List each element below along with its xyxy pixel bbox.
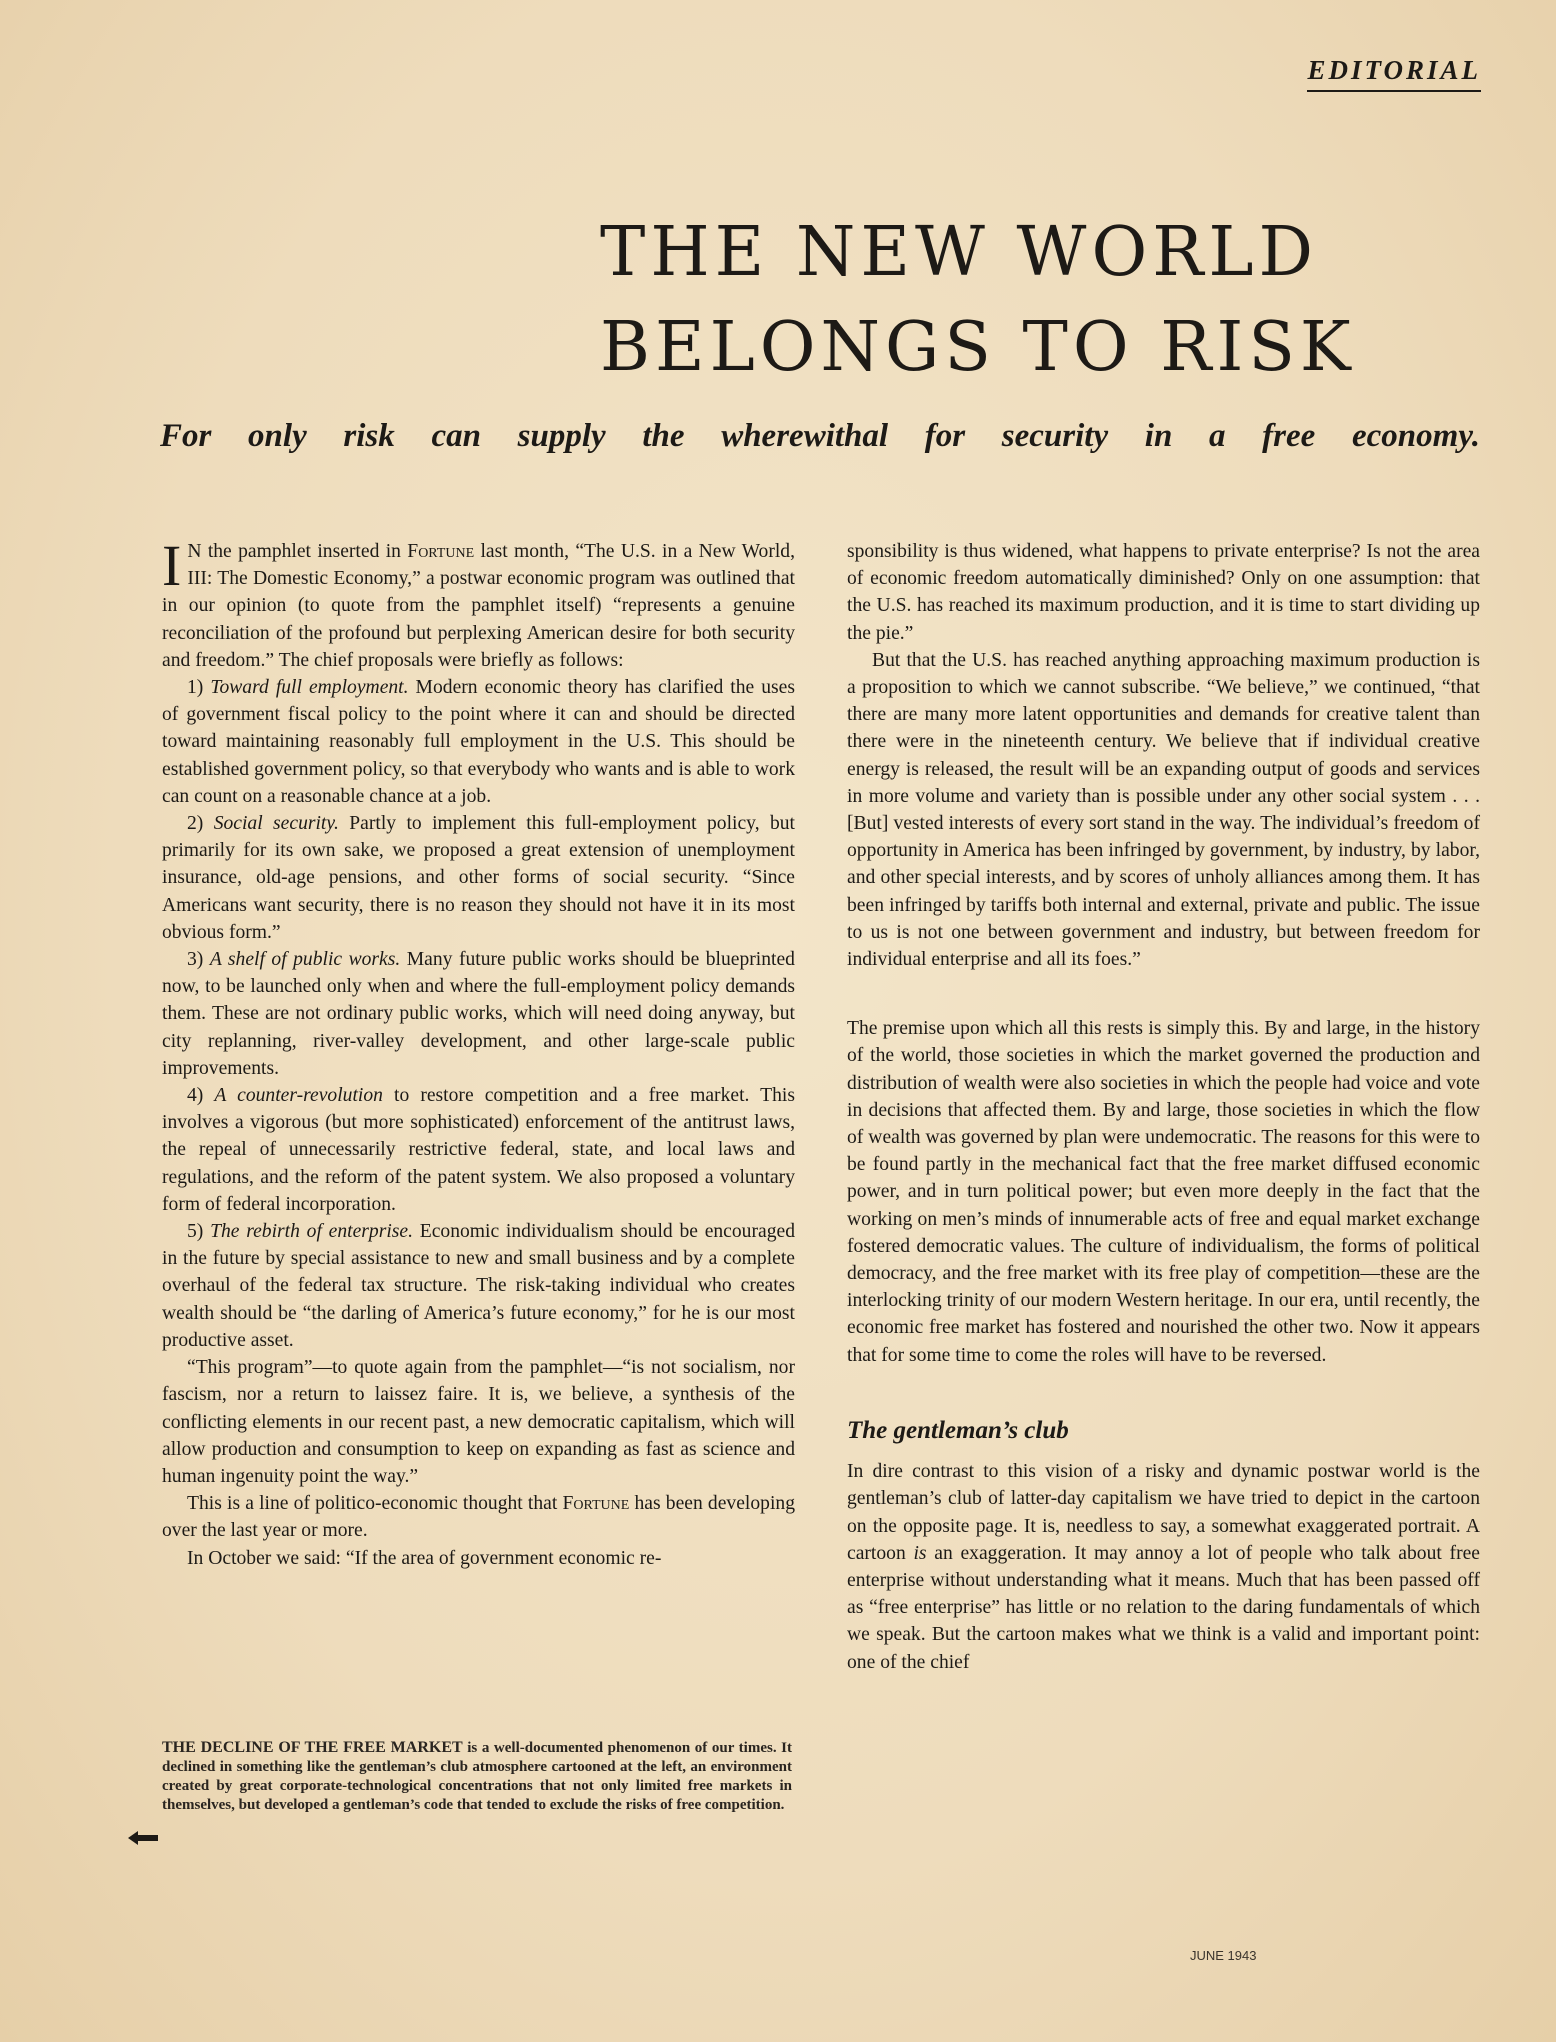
paragraph-premise: The premise upon which all this rests is simply this. By and large, in the history of the world, those societies in which the market governed the production and distribution of wealth were also societies in which the people had voice and vote in decisions that affected them. By and large, those societies in which the flow of wealth was governed by plan were undemocratic. The reasons for this were to be found partly in the mechanical fact that the free market diffused economic power, and in turn political power; but even more deeply in the fact that the working on men’s minds of innumerable acts of free and equal market exchange fostered democratic values. The culture of individualism, the forms of political democracy, and the free market with its free play of competition—these are the interlocking trinity of our modern Western heritage. In our era, until recently, the economic free market has fostered and nourished the other two. Now it appears that for some time to come the roles will have to be reversed.	[847, 1018, 1480, 1366]
section-label: EDITORIAL	[1307, 55, 1481, 92]
paragraph-gap	[847, 973, 1480, 1015]
left-column	[162, 533, 795, 1572]
proposal-2: 2) Social security. Partly to implement this full-employment policy, but primarily for its own sake, we proposed a great extension of unemployment insurance, old-age pensions, and other forms of social security. “Since Americans want security, there is no reason they should not have it in its most obvious form.”	[162, 813, 795, 943]
paragraph-but: But that the U.S. has reached anything approaching maximum production is a proposition to which we cannot subscribe. “We believe,” we continued, “that there are many more latent opportunities and demands for creative talent than there were in the nineteenth century. We believe that if individual creative energy is released, the result will be an expanding output of goods and services in more volume and variety than is possible under any other social system . . . [But] vested interests of every sort stand in the way. The individual’s freedom of opportunity in America has been infringed by government, by industry, by labor, and other special interests, and by scores of unholy alliances among them. It has been infringed by tariffs both internal and external, private and public. The issue to us is not one between government and industry, but between freedom for individual enterprise and all its foes.”	[847, 649, 1480, 971]
subsection-title: The gentleman’s club	[847, 1416, 1069, 1444]
paragraph-line: This is a line of politico-economic thought that Fortune has been developing over the last year or more.	[162, 1493, 795, 1542]
proposal-title: Social security.	[213, 813, 339, 835]
proposal-4: 4) A counter-revolution to restore competition and a free market. This involves a vigorous (but more sophisticated) enforcement of the antitrust laws, the repeal of unnecessarily restrictive federal, state, and local laws and regulations, and the reform of the patent system. We also proposed a voluntary form of federal incorporation.	[162, 1085, 795, 1215]
subhead: For only risk can supply the wherewithal for security in a free economy.	[160, 418, 1480, 454]
cartoon-caption	[162, 1738, 792, 1815]
proposal-title: Toward full employment.	[210, 677, 409, 699]
drop-cap: I	[162, 533, 182, 598]
proposal-3: 3) A shelf of public works. Many future public works should be blueprinted now, to be launched only when and where the full-employment policy demands them. These are not ordinary public works, which will need doing anyway, but city replanning, river-valley development, and other large-scale public improvements.	[162, 949, 795, 1079]
magazine-name: Fortune	[407, 541, 475, 562]
caption-lead: THE DECLINE OF THE FREE MARKET	[162, 1739, 463, 1756]
paragraph-program: “This program”—to quote again from the pamphlet—“is not socialism, nor fascism, nor a return to laissez faire. It is, we believe, a synthesis of the conflicting elements in our recent past, a new democratic capitalism, which will allow production and consumption to keep on expanding as fast as science and human ingenuity point the way.”	[162, 1357, 795, 1487]
headline-line-2: BELONGS TO RISK	[600, 308, 1356, 387]
right-column	[847, 538, 1480, 1676]
paragraph-intro: I N the pamphlet inserted in Fortune last month, “The U.S. in a New World, III: The Domestic Economy,” a postwar economic program was outlined that in our opinion (to quote from the pamphlet itself) “represents a genuine reconciliation of the profound but perplexing American desire for both security and freedom.” The chief proposals were briefly as follows:	[162, 533, 795, 671]
paragraph-dire-contrast: In dire contrast to this vision of a risky and dynamic postwar world is the gentleman’s club of latter-day capitalism we have tried to depict in the cartoon on the opposite page. It is, needless to say, a somewhat exaggerated portrait. A cartoon is an exaggeration. It may annoy a lot of people who talk about free enterprise without understanding what it means. Much that has been passed off as “free enterprise” has little or no relation to the daring fundamentals of which we speak. But the cartoon makes what we think is a valid and important point: one of the chief	[847, 1461, 1480, 1673]
proposal-5: 5) The rebirth of enterprise. Economic individualism should be encouraged in the future by special assistance to new and small business and by a complete overhaul of the federal tax structure. The risk-taking individual who creates wealth should be “the darling of America’s future economy,” for he is our most productive asset.	[162, 1221, 795, 1351]
headline	[600, 205, 1400, 395]
proposal-title: A shelf of public works.	[209, 949, 401, 971]
proposal-1: 1) Toward full employment. Modern economic theory has clarified the uses of government fiscal policy to the point where it can and should be directed toward maintaining reasonably full employment in the U.S. This should be established government policy, so that everybody who wants and is able to work can count on a reasonable chance at a job.	[162, 677, 795, 807]
paragraph-october: In October we said: “If the area of government economic re-	[187, 1547, 662, 1569]
headline-line-1: THE NEW WORLD	[600, 213, 1319, 292]
paragraph-continued: sponsibility is thus widened, what happens to private enterprise? Is not the area of economic freedom automatically diminished? Only on one assumption: that the U.S. has reached its maximum production, and it is time to start dividing up the pie.”	[847, 541, 1480, 644]
issue-date: JUNE 1943	[1190, 1948, 1257, 1963]
left-arrow-icon	[128, 1831, 158, 1845]
magazine-name: Fortune	[562, 1493, 630, 1515]
caption-text: is a well-documented phenomenon of our times. It declined in something like the gentleman’s club atmosphere cartooned at the left, an environment created by great corporate-technological concentrations that not only limited free markets in themselves, but developed a gentleman’s code that tended to exclude the risks of free competition.	[162, 1740, 792, 1813]
proposal-title: A counter-revolution	[214, 1085, 383, 1107]
proposal-title: The rebirth of enterprise.	[210, 1221, 413, 1243]
